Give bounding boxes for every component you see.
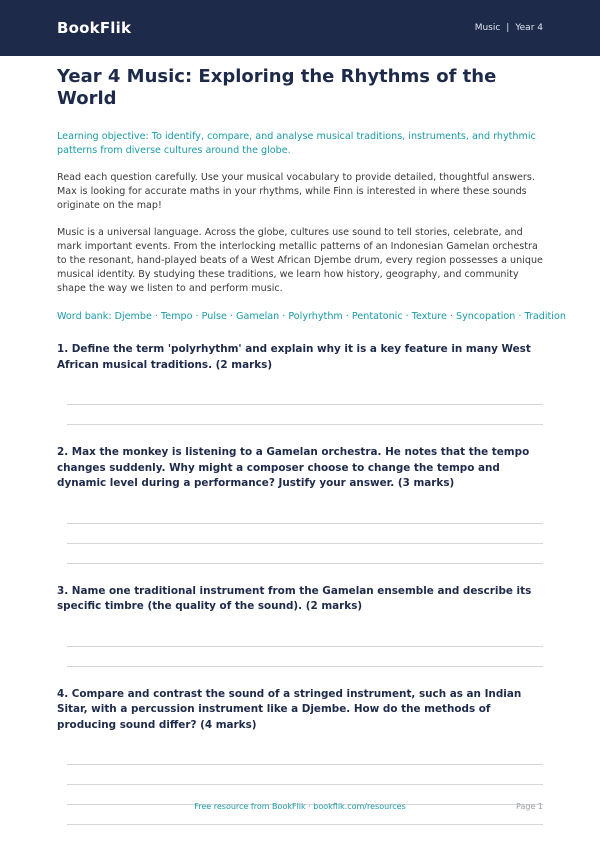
footer-credit[interactable]: Free resource from BookFlik · bookflik.com/resources <box>194 802 406 811</box>
year-label: Year 4 <box>515 23 543 33</box>
answer-line[interactable] <box>67 516 543 524</box>
answer-area[interactable] <box>57 757 543 825</box>
answer-line[interactable] <box>67 405 543 425</box>
question-1 <box>57 342 543 425</box>
header-meta <box>475 23 543 33</box>
answer-area[interactable] <box>57 397 543 425</box>
question-text: 1. Define the term 'polyrhythm' and explain why it is a key feature in many West African musical traditions. (2 marks) <box>57 343 531 371</box>
answer-area[interactable] <box>57 516 543 564</box>
question-2 <box>57 445 543 564</box>
instructions-text: Read each question carefully. Use your musical vocabulary to provide detailed, thoughtful answers. Max is looking for accurate maths in your rhythms, while Finn is interested in where these sounds originate on the map! <box>57 172 535 211</box>
question-text: 3. Name one traditional instrument from the Gamelan ensemble and describe its specific timbre (the quality of the sound). (2 marks) <box>57 584 532 612</box>
answer-line[interactable] <box>67 524 543 544</box>
word-bank: Word bank: Djembe · Tempo · Pulse · Gamelan · Polyrhythm · Pentatonic · Texture · Syncopation · Tradition <box>57 311 566 322</box>
answer-line[interactable] <box>67 757 543 765</box>
header-separator: | <box>506 23 510 33</box>
page-number: Page 1 <box>516 802 543 811</box>
answer-line[interactable] <box>67 765 543 785</box>
question-text: 4. Compare and contrast the sound of a stringed instrument, such as an Indian Sitar, with a percussion instrument like a Djembe. How do the methods of producing sound differ? (4 marks) <box>57 687 522 731</box>
answer-line[interactable] <box>67 544 543 564</box>
answer-line[interactable] <box>67 647 543 667</box>
question-text: 2. Max the monkey is listening to a Gamelan orchestra. He notes that the tempo changes suddenly. Why might a composer choose to change the tempo and dynamic level during a performance? Justify your answer. (3 marks) <box>57 446 530 489</box>
answer-line[interactable] <box>67 397 543 405</box>
page-header <box>0 0 600 56</box>
worksheet-content <box>57 56 566 825</box>
learning-objective: Learning objective: To identify, compare, and analyse musical traditions, instruments, and rhythmic patterns from diverse cultures around the globe. <box>57 131 536 156</box>
intro-text: Music is a universal language. Across the globe, cultures use sound to tell stories, celebrate, and mark important events. From the interlocking metallic patterns of an Indonesian Gamelan orchestra to the resonant, hand-played beats of a West African Djembe drum, every region possesses a unique musical identity. By studying these traditions, we learn how history, geography, and community shape the way we listen to and perform music. <box>57 227 543 294</box>
answer-line[interactable] <box>67 639 543 647</box>
answer-area[interactable] <box>57 639 543 667</box>
page-title: Year 4 Music: Exploring the Rhythms of the World <box>57 66 497 109</box>
question-3 <box>57 584 543 667</box>
subject-label: Music <box>474 23 501 33</box>
brand-logo: BookFlik <box>57 19 132 37</box>
